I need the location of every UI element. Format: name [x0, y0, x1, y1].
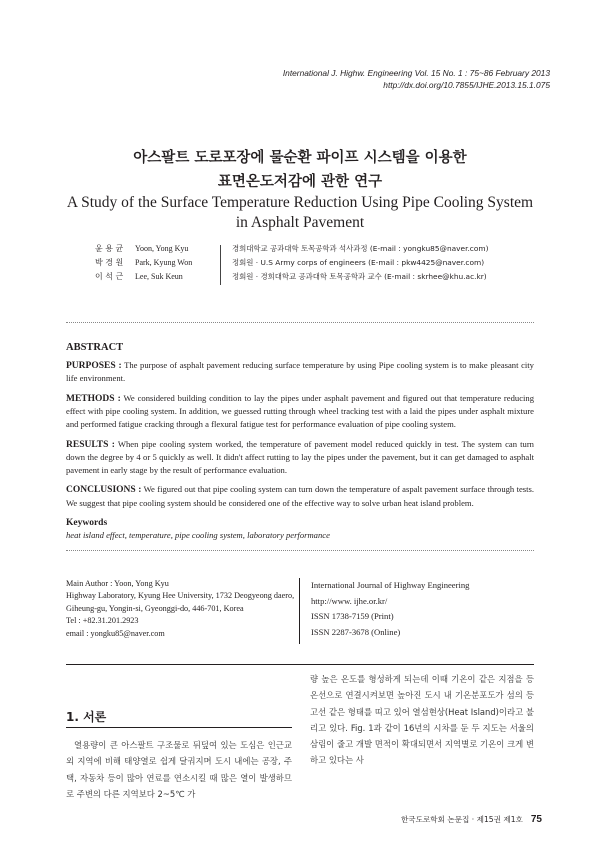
- methods-text: We considered building condition to lay the pipes under asphalt pavement and figured out that temperature reducing effect with pipe cooling system. In addition, we guessed rutting through wheel tracking test with a laid the pipes under asphalt mixture and performed fatigue cracking through a flexural fatigue test for performance evaluation of pipe cooling system.: [66, 392, 534, 429]
- korean-title-line-1: 아스팔트 도로포장에 물순환 파이프 시스템을 이용한: [133, 150, 467, 166]
- journal-info: [311, 578, 469, 640]
- corresponding-author-info: [66, 578, 294, 640]
- abstract-section: [66, 342, 534, 542]
- abstract-heading: ABSTRACT: [66, 342, 124, 353]
- author-english-names: [135, 242, 215, 284]
- author-affiliation: 정회원 · 경희대학교 공과대학 토목공학과 교수 (E-mail : skrhee@khu.ac.kr): [232, 272, 487, 281]
- keywords-list: heat island effect, temperature, pipe cooling system, laboratory performance: [66, 530, 330, 541]
- abstract-results: [66, 438, 534, 477]
- footer-journal: 한국도로학회 논문집 · 제15권 제1호: [400, 815, 523, 824]
- dotted-divider: [66, 550, 534, 551]
- results-text: When pipe cooling system worked, the temperature of pavement model reduced quickly in test. The system can turn down the degree by 4 or 5 quickly as well. It didn't affect rutting to lay the pipes under the pavement, but it can get damaged to asphalt pavement in early stage by the result of performance evaluation.: [66, 438, 534, 475]
- author-divider: [220, 245, 221, 285]
- journal-url[interactable]: http://www. ijhe.or.kr/: [311, 595, 388, 606]
- methods-label: METHODS :: [66, 393, 121, 404]
- footnote-bottom-rule: [66, 664, 534, 665]
- dotted-divider: [66, 322, 534, 323]
- author-address-2: Giheung-gu, Yongin-si, Gyeonggi-do, 446-701, Korea: [66, 603, 244, 613]
- conclusions-label: CONCLUSIONS :: [66, 485, 142, 496]
- author-name-en: Lee, Suk Keun: [135, 272, 183, 281]
- author-name-ko: 이 석 근: [95, 272, 124, 281]
- author-affiliations: [232, 242, 562, 284]
- journal-name: International Journal of Highway Engineering: [311, 580, 470, 590]
- issn-online: ISSN 2287-3678 (Online): [311, 626, 401, 637]
- footnote-divider: [299, 578, 301, 644]
- english-title-line-2: in Asphalt Pavement: [235, 214, 365, 231]
- author-korean-names: [95, 242, 125, 284]
- body-paragraph: 열용량이 큰 아스팔트 구조물로 뒤덮여 있는 도심은 인근교외 지역에 비해 태양열로 쉽게 달궈지며 도시 내에는 공장, 주택, 자동차 등이 많아 연료를 연소시킬 때 많은 열이 발생하므로 주변의 다른 지역보다 2~5℃ 가: [66, 740, 292, 799]
- body-column-left: [66, 737, 292, 802]
- purposes-label: PURPOSES :: [66, 360, 122, 371]
- section-title-rule: [66, 727, 292, 728]
- results-label: RESULTS :: [66, 439, 115, 450]
- body-paragraph: 량 높은 온도를 형성하게 되는데 이때 기온이 같은 지점을 등온선으로 연결시켜보면 높아진 도시 내 기온분포도가 섬의 등고선 같은 형태를 띠고 있어 열섬현상(Heat Island)이라고 불리고 있다. Fig. 1과 같이 16년의 시차를 둔 두 지도는 서울의 삼림이 줄고 개발 면적이 확대되면서 지역별로 기온이 크게 변하고 있다는 사: [310, 674, 534, 766]
- abstract-methods: [66, 392, 534, 431]
- journal-citation: International J. Highw. Engineering Vol. 15 No. 1 : 75~86 February 2013: [282, 68, 550, 78]
- author-block: [0, 242, 600, 292]
- page-number: 75: [530, 814, 542, 825]
- author-affiliation: 경희대학교 공과대학 토목공학과 석사과정 (E-mail : yongku85@naver.com): [232, 244, 489, 253]
- issn-print: ISSN 1738-7159 (Print): [311, 611, 394, 622]
- page-footer: [401, 814, 542, 825]
- author-name-ko: 박 경 원: [95, 258, 124, 267]
- keywords-heading: Keywords: [66, 517, 108, 528]
- doi-link[interactable]: http://dx.doi.org/10.7855/IJHE.2013.15.1.075: [383, 80, 550, 90]
- korean-title-line-2: 표면온도저감에 관한 연구: [217, 174, 383, 190]
- body-column-right: [310, 671, 534, 769]
- journal-header: [283, 67, 550, 91]
- author-tel: Tel : +82.31.201.2923: [66, 616, 139, 626]
- author-name-en: Park, Kyung Won: [135, 258, 193, 267]
- abstract-conclusions: [66, 483, 534, 509]
- english-title-line-1: A Study of the Surface Temperature Reduction Using Pipe Cooling System: [66, 194, 534, 211]
- conclusions-text: We figured out that pipe cooling system can turn down the temperature of aspalt pavement surface through tests. We suggest that pipe cooling system should be considered one of the effective way to solve urban heat island problem.: [66, 484, 534, 508]
- author-email[interactable]: email : yongku85@naver.com: [66, 628, 165, 638]
- main-author: Main Author : Yoon, Yong Kyu: [66, 579, 169, 588]
- author-address-1: Highway Laboratory, Kyung Hee University, 1732 Deogyeong daero,: [66, 591, 295, 601]
- author-name-en: Yoon, Yong Kyu: [135, 244, 189, 253]
- author-name-ko: 윤 용 균: [95, 244, 124, 253]
- purposes-text: The purpose of asphalt pavement reducing surface temperature by using Pipe cooling system is to make pleasant city life environment.: [66, 359, 534, 384]
- abstract-purposes: [66, 359, 534, 385]
- author-affiliation: 정회원 · U.S Army corps of engineers (E-mail : pkw4425@naver.com): [232, 258, 485, 267]
- section-title: 1. 서론: [66, 710, 107, 724]
